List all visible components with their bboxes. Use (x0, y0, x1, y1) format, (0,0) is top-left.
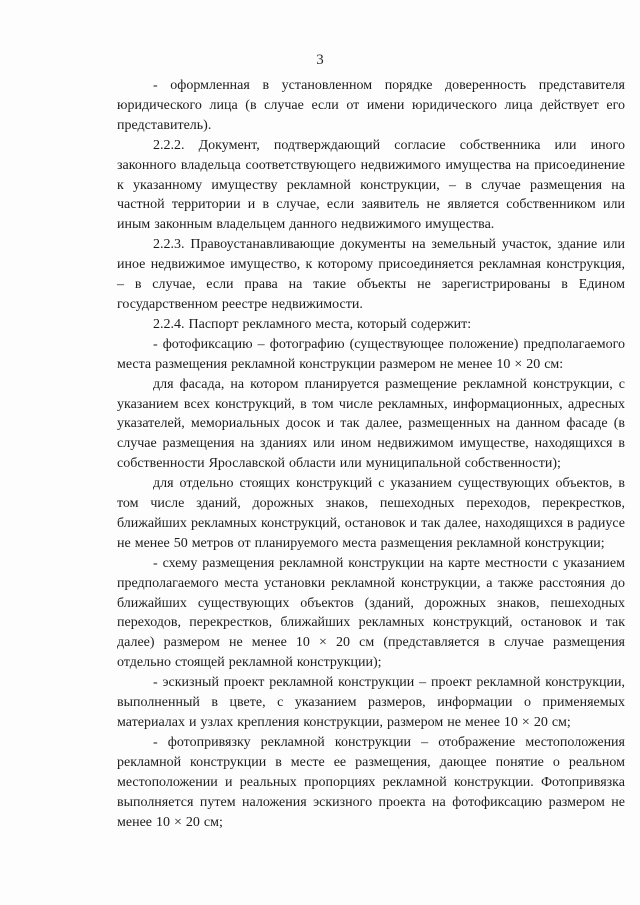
paragraph-photo-binding: - фотопривязку рекламной конструкции – отображение местоположения рекламной конструкции в месте ее размещения, дающее понятие о реальном местоположении и реальных пропорциях рекламной конструкции. Фотопривязка выполняется путем наложения эскизного проекта на фотофиксацию размером не менее 10 × 20 см; (117, 734, 625, 830)
paragraph-2-2-3: 2.2.3. Правоустанавливающие документы на земельный участок, здание или иное недвижимое имущество, к которому присоединяется рекламная конструкция, – в случае, если права на такие объекты не зарегистрированы в Едином государственном реестре недвижимости. (117, 237, 625, 312)
paragraph-sketch-project: - эскизный проект рекламной конструкции – проект рекламной конструкции, выполненный в цвете, с указанием размеров, информации о применяемых материалах и узлах крепления конструкции, размером не менее 10 × 20 см; (117, 675, 625, 730)
paragraph-facade: для фасада, на котором планируется размещение рекламной конструкции, с указанием всех конструкций, в том числе рекламных, информационных, адресных указателей, мемориальных досок и так далее, размещенных на данном фасаде (в случае размещения на зданиях или ином недвижимом имуществе, находящихся в собственности Ярославской области или муниципальной собственности); (117, 376, 625, 472)
paragraph-placement-scheme: - схему размещения рекламной конструкции на карте местности с указанием предполагаемого места установки рекламной конструкции, а также расстояния до ближайших существующих объектов (зданий, дорожных знаков, пешеходных переходов, перекрестков, ближайших рекламных конструкций, остановок и так далее) размером не менее 10 × 20 см (представляется в случае размещения отдельно стоящей рекламной конструкции); (117, 555, 625, 671)
paragraph-photo-fixation: - фотофиксацию – фотографию (существующее положение) предполагаемого места размещения рекламной конструкции размером не менее 10 × 20 см: (117, 336, 625, 372)
paragraph-2-2-2: 2.2.2. Документ, подтверждающий согласие собственника или иного законного владельца соответствующего недвижимого имущества на присоединение к указанному имуществу рекламной конструкции, – в случае размещения на частной территории и в случае, если заявитель не является собственником или иным законным владельцем данного недвижимого имущества. (117, 137, 625, 233)
paragraph-2-2-4: 2.2.4. Паспорт рекламного места, который содержит: (153, 316, 472, 332)
paragraph-power-of-attorney: - оформленная в установленном порядке доверенность представителя юридического лица (в случае если от имени юридического лица действует его представитель). (117, 78, 625, 133)
page-number: 3 (316, 52, 324, 68)
paragraph-standalone: для отдельно стоящих конструкций с указанием существующих объектов, в том числе зданий, дорожных знаков, пешеходных переходов, перекрестков, ближайших рекламных конструкций, остановок и так далее, находящихся в радиусе не менее 50 метров от планируемого места размещения рекламной конструкции; (117, 476, 625, 551)
document-body (117, 76, 625, 832)
